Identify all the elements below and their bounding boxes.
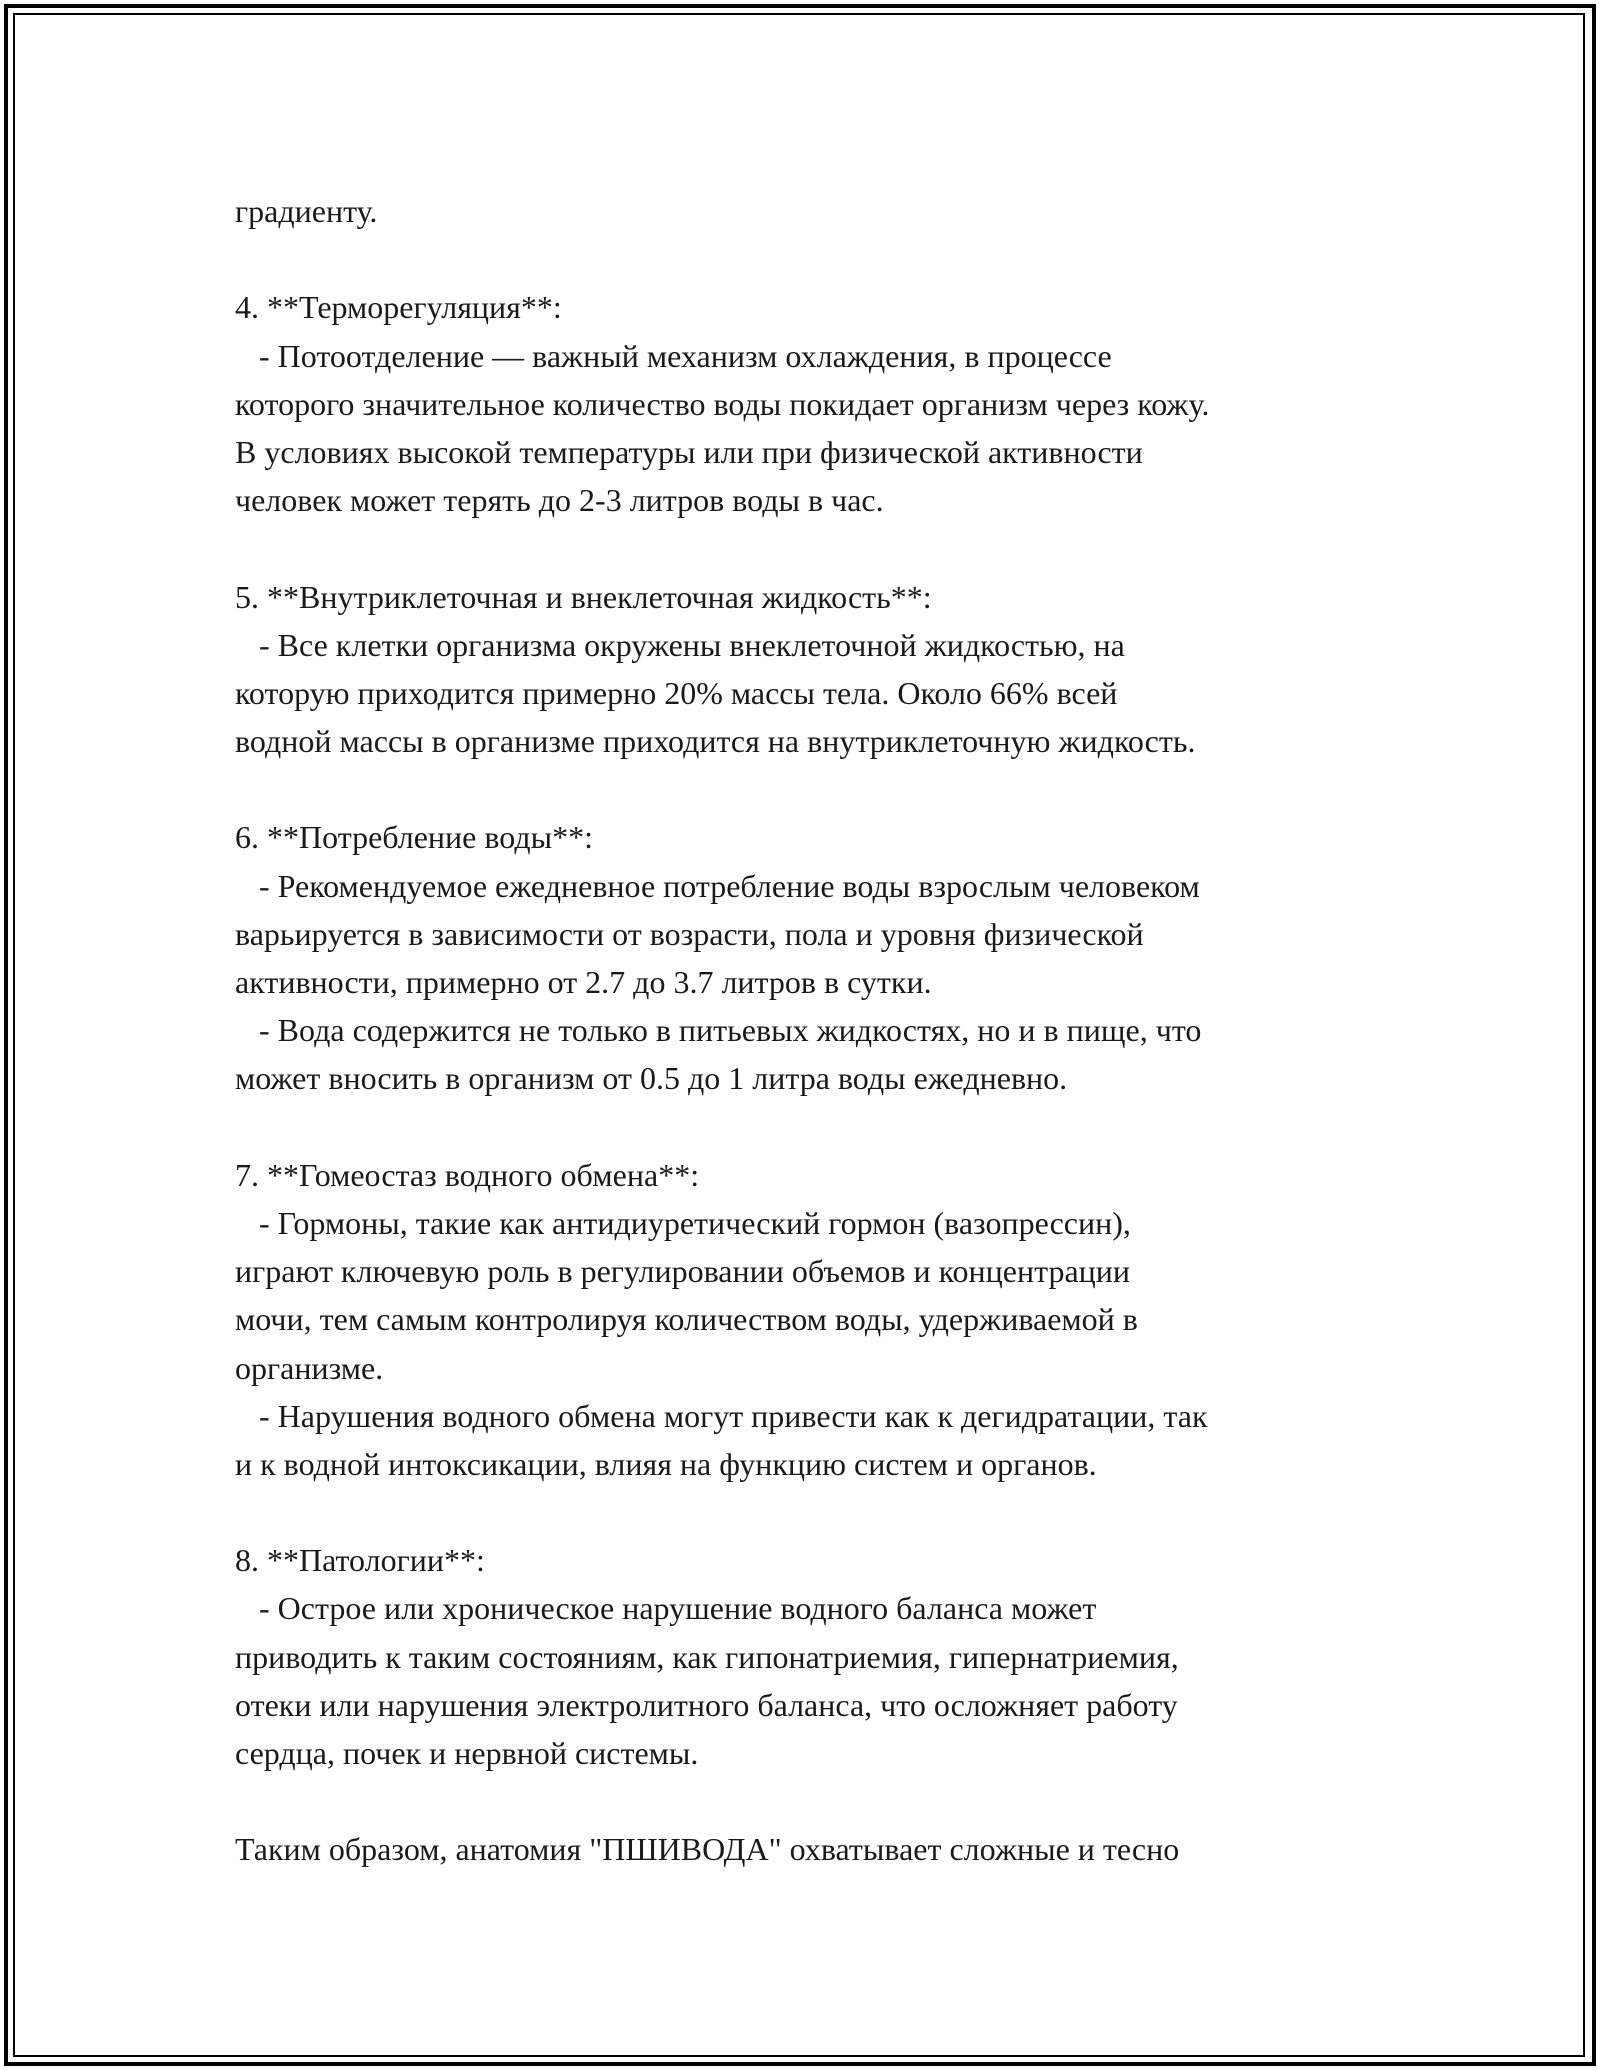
paragraph-gap — [235, 235, 1415, 283]
text-line: варьируется в зависимости от возрасти, пола и уровня физической — [235, 915, 1144, 952]
section-water-intake — [235, 813, 1415, 1102]
text-line: может вносить в организм от 0.5 до 1 литра воды ежедневно. — [235, 1060, 1068, 1097]
paragraph-gap — [235, 1103, 1415, 1151]
text-line: человек может терять до 2-3 литров воды в час. — [235, 482, 884, 519]
text-line: и к водной интоксикации, влияя на функцию систем и органов. — [235, 1445, 1097, 1482]
paragraph-gap — [235, 1777, 1415, 1825]
text-line: приводить к таким состояниям, как гипонатриемия, гипернатриемия, — [235, 1638, 1179, 1675]
document-body — [235, 187, 1415, 1874]
text-line: Таким образом, анатомия "ПШИВОДА" охватывает сложные и тесно — [235, 1831, 1180, 1868]
section-thermoregulation — [235, 283, 1415, 524]
text-line: сердца, почек и нервной системы. — [235, 1735, 699, 1771]
section-fluids — [235, 573, 1415, 766]
text-line: которого значительное количество воды покидает организм через кожу. — [235, 385, 1210, 422]
paragraph-gap — [235, 524, 1415, 572]
text-line: играют ключевую роль в регулировании объемов и концентрации — [235, 1253, 1131, 1290]
text-line: мочи, тем самым контролируя количеством воды, удерживаемой в — [235, 1301, 1138, 1338]
paragraph-conclusion — [235, 1825, 1415, 1873]
text-line: В условиях высокой температуры или при физической активности — [235, 433, 1143, 470]
paragraph-gap — [235, 1488, 1415, 1536]
section-heading: 6. **Потребление воды**: — [235, 819, 594, 856]
text-line: - Потоотделение — важный механизм охлаждения, в процессе — [235, 337, 1112, 374]
text-line: - Нарушения водного обмена могут привести как к дегидратации, так — [235, 1397, 1208, 1434]
text-line: - Гормоны, такие как антидиуретический гормон (вазопрессин), — [235, 1204, 1131, 1241]
section-pathologies — [235, 1536, 1415, 1777]
section-heading: 8. **Патологии**: — [235, 1542, 485, 1579]
text-line: - Вода содержится не только в питьевых жидкостях, но и в пище, что — [235, 1012, 1202, 1049]
text-line: активности, примерно от 2.7 до 3.7 литров в сутки. — [235, 964, 932, 1000]
text-line: которую приходится примерно 20% массы тела. Около 66% всей — [235, 674, 1118, 711]
paragraph-gap — [235, 765, 1415, 813]
text-line: организме. — [235, 1349, 384, 1386]
text-line: градиенту. — [235, 193, 378, 229]
paragraph-intro-tail — [235, 187, 1415, 235]
section-heading: 4. **Терморегуляция**: — [235, 289, 562, 326]
text-line: - Острое или хроническое нарушение водного баланса может — [235, 1590, 1097, 1627]
section-heading: 5. **Внутриклеточная и внеклеточная жидкость**: — [235, 578, 932, 615]
section-heading: 7. **Гомеостаз водного обмена**: — [235, 1156, 700, 1193]
section-homeostasis — [235, 1151, 1415, 1488]
text-line: отеки или нарушения электролитного баланса, что осложняет работу — [235, 1686, 1178, 1723]
text-line: водной массы в организме приходится на внутриклеточную жидкость. — [235, 723, 1196, 760]
text-line: - Все клетки организма окружены внеклеточной жидкостью, на — [235, 626, 1125, 663]
text-line: - Рекомендуемое ежедневное потребление воды взрослым человеком — [235, 867, 1200, 904]
